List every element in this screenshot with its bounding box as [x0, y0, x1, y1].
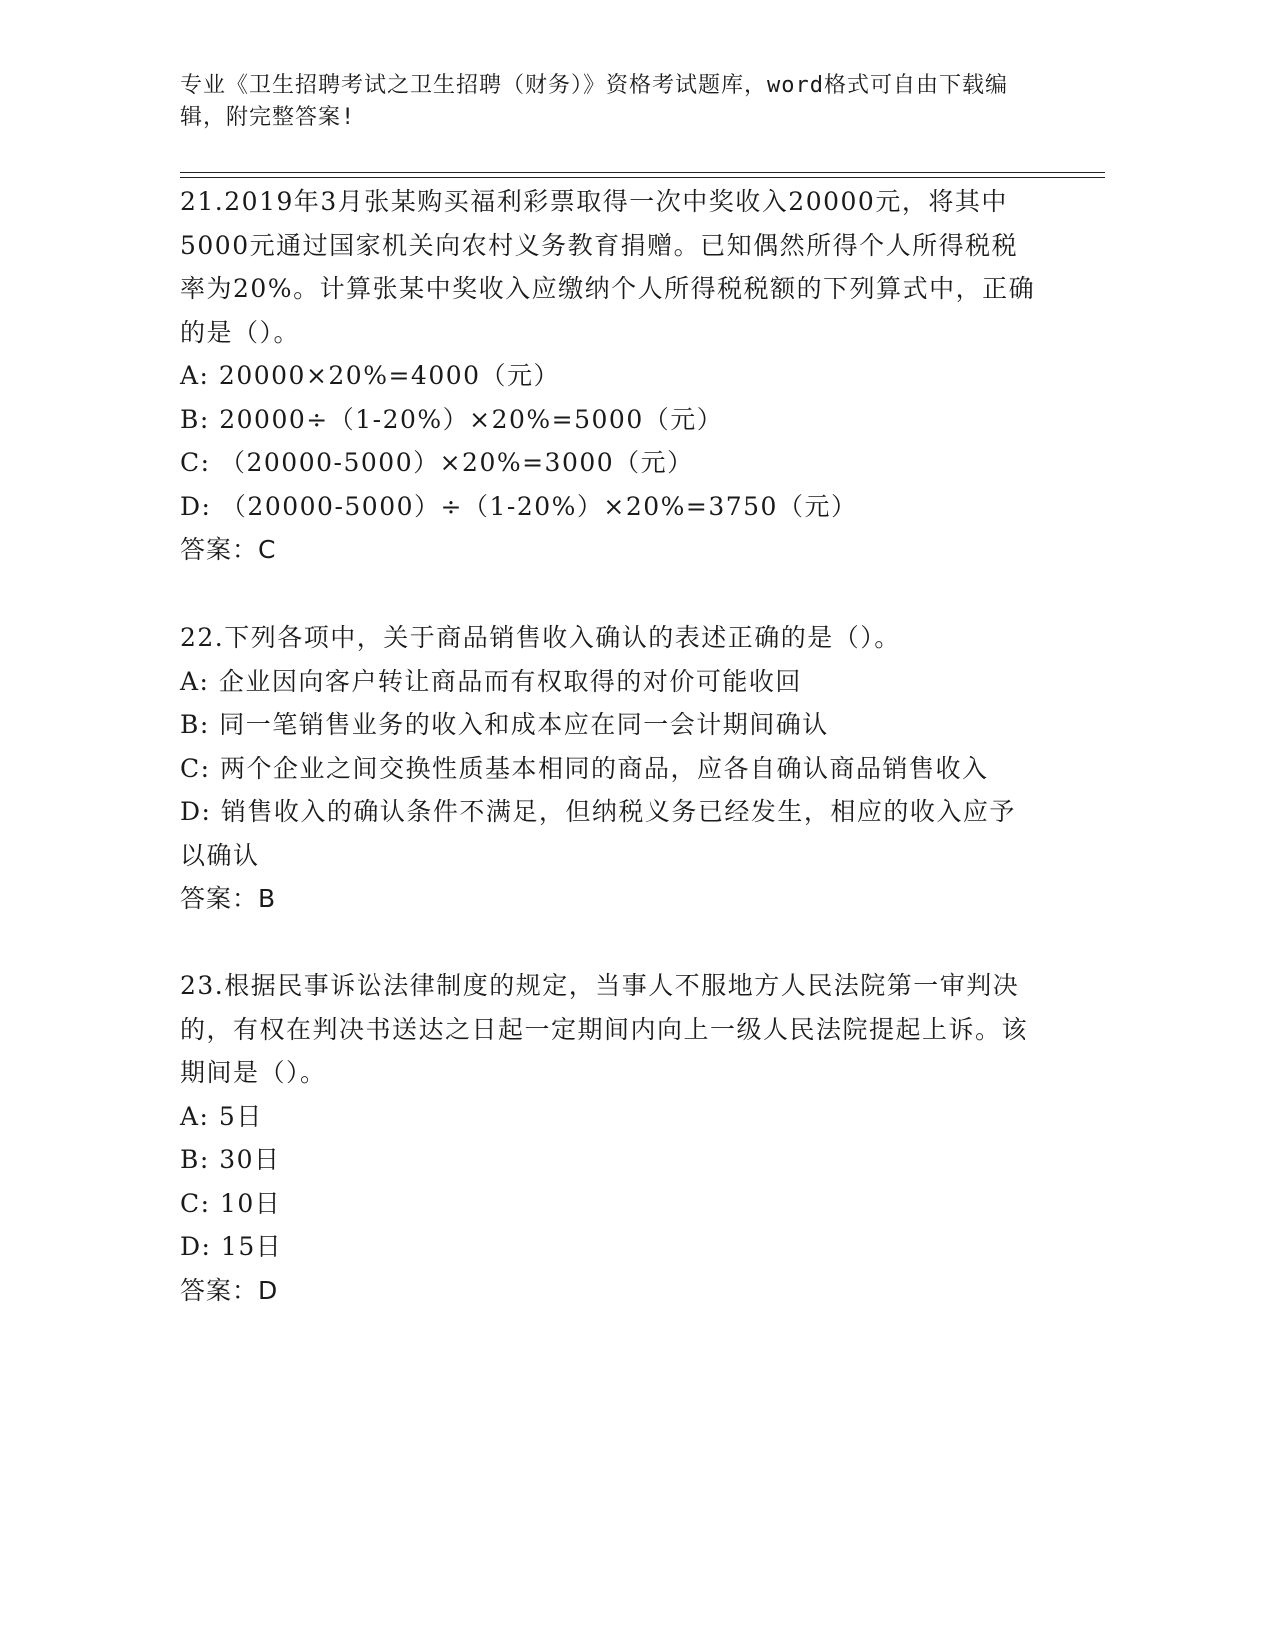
option-a: A: 5日 [180, 1101, 263, 1131]
option-b: B: 同一笔销售业务的收入和成本应在同一会计期间确认 [180, 710, 829, 739]
option-a: A: 20000×20%=4000（元） [180, 361, 561, 390]
question-stem: 22.下列各项中，关于商品销售收入确认的表述正确的是（）。 [180, 623, 901, 652]
question-23 [180, 964, 1040, 1313]
answer-label: 答案：B [180, 884, 277, 913]
option-a: A: 企业因向客户转让商品而有权取得的对价可能收回 [180, 666, 802, 696]
header-rule-bottom [180, 177, 1105, 178]
option-c: C: 两个企业之间交换性质基本相同的商品，应各自确认商品销售收入 [180, 753, 989, 783]
option-d: D: 销售收入的确认条件不满足，但纳税义务已经发生，相应的收入应予以确认 [180, 797, 1016, 870]
document-header: 专业《卫生招聘考试之卫生招聘（财务）》资格考试题库，word格式可自由下载编辑，附完整答案! [180, 73, 1008, 130]
answer-label: 答案：C [180, 535, 277, 564]
question-22 [180, 616, 1040, 921]
question-stem: 23.根据民事诉讼法律制度的规定，当事人不服地方人民法院第一审判决的，有权在判决书送达之日起一定期间内向上一级人民法院提起上诉。该期间是（）。 [180, 971, 1029, 1087]
option-d: D: 15日 [180, 1232, 283, 1261]
question-stem: 21.2019年3月张某购买福利彩票取得一次中奖收入20000元，将其中5000元通过国家机关向农村义务教育捐赠。已知偶然所得个人所得税税率为20%。计算张某中奖收入应缴纳个人所得税税额的下列算式中，正确的是（）。 [180, 187, 1036, 347]
header-rule-top [180, 172, 1105, 173]
answer-label: 答案：D [180, 1275, 279, 1305]
option-b: B: 30日 [180, 1145, 281, 1174]
option-d: D: （20000-5000）÷（1-20%）×20%=3750（元） [180, 491, 858, 521]
question-21 [180, 180, 1040, 572]
option-b: B: 20000÷（1-20%）×20%=5000（元） [180, 404, 724, 434]
option-c: C: （20000-5000）×20%=3000（元） [180, 448, 694, 477]
option-c: C: 10日 [180, 1188, 282, 1218]
